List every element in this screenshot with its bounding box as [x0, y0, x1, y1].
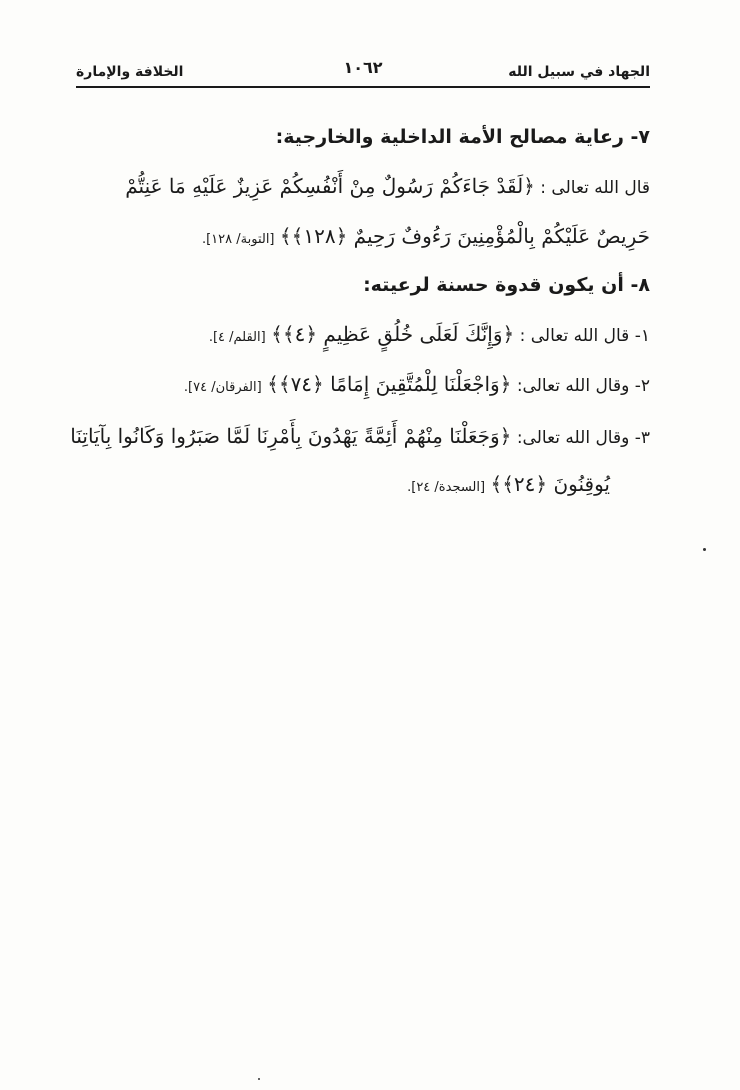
section-7-heading: ٧- رعاية مصالح الأمة الداخلية والخارجية:: [275, 126, 650, 148]
quran-verse: ﴿وَجَعَلْنَا مِنْهُمْ أَئِمَّةً يَهْدُونَ بِأَمْرِنَا لَمَّا صَبَرُوا وَكَانُوا بِآيَاتِنَا: [70, 424, 512, 448]
verse-reference: [التوبة/ ١٢٨].: [201, 232, 275, 247]
chapter-title: الخلافة والإمارة: [76, 64, 184, 80]
verse-intro: قال الله تعالى :: [540, 178, 650, 198]
section-7-line-1: [76, 174, 650, 198]
section-8-item-2: [76, 372, 650, 396]
scan-speck: [703, 548, 706, 551]
quran-verse: حَرِيصٌ عَلَيْكُمْ بِالْمُؤْمِنِينَ رَءُوفٌ رَحِيمٌ ﴿١٢٨﴾﴾: [279, 224, 650, 248]
scan-speck: [258, 1078, 260, 1080]
verse-reference: [السجدة/ ٢٤].: [407, 480, 486, 495]
verse-reference: [القلم/ ٤].: [208, 330, 266, 345]
section-7-line-2: [76, 224, 650, 248]
verse-intro: ١- قال الله تعالى :: [519, 326, 650, 346]
section-8-item-3: [70, 424, 650, 448]
quran-verse: ﴿وَإِنَّكَ لَعَلَى خُلُقٍ عَظِيمٍ ﴿٤﴾﴾: [271, 322, 515, 346]
section-8-item-3-cont: [76, 472, 650, 496]
verse-reference: [الفرقان/ ٧٤].: [183, 380, 262, 395]
section-8-item-1: [76, 322, 650, 346]
book-title: الجهاد في سبيل الله: [508, 64, 650, 80]
section-8-heading: ٨- أن يكون قدوة حسنة لرعيته:: [363, 274, 650, 296]
quran-verse: يُوقِنُونَ ﴿٢٤﴾﴾: [490, 472, 610, 496]
quran-verse: ﴿وَاجْعَلْنَا لِلْمُتَّقِينَ إِمَامًا ﴿٧٤﴾﴾: [267, 372, 512, 396]
verse-intro: ٣- وقال الله تعالى:: [516, 428, 650, 448]
page-header: [76, 56, 650, 88]
verse-intro: ٢- وقال الله تعالى:: [516, 376, 650, 396]
quran-verse: ﴿لَقَدْ جَاءَكُمْ رَسُولٌ مِنْ أَنْفُسِكُمْ عَزِيزٌ عَلَيْهِ مَا عَنِتُّمْ: [125, 174, 535, 198]
page-number: ١٠٦٢: [343, 58, 383, 77]
